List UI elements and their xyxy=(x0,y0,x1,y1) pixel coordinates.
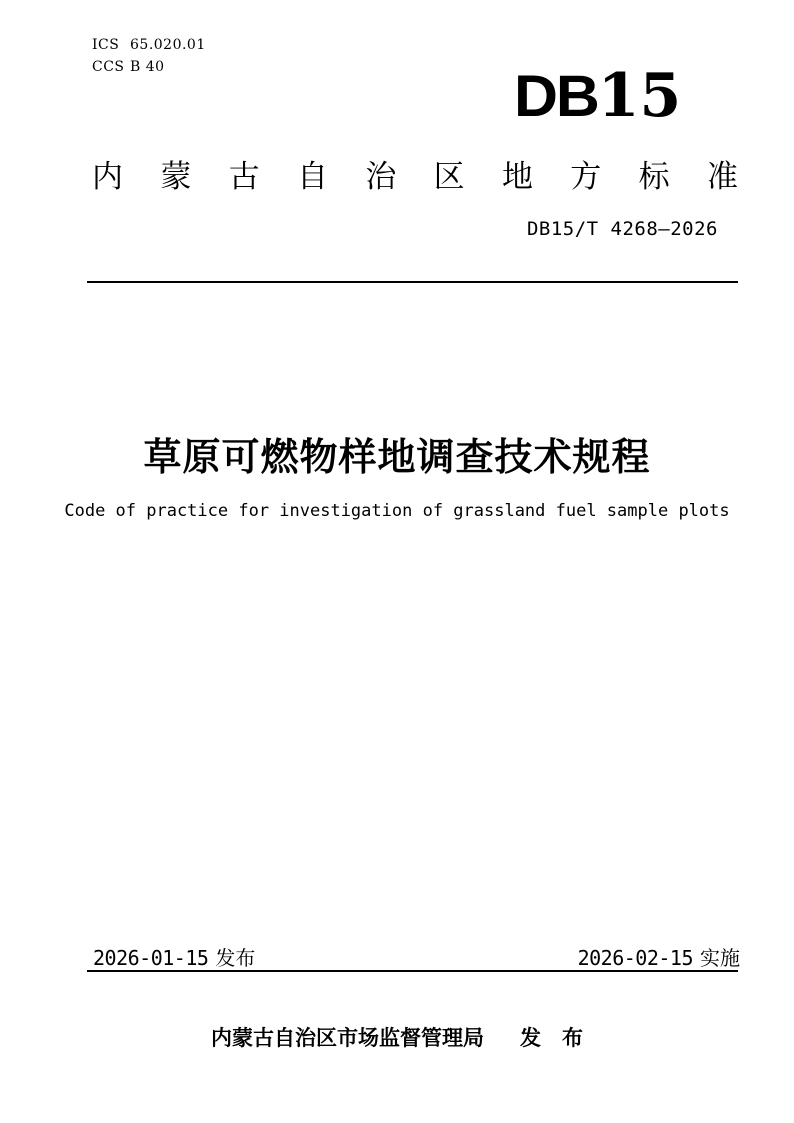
publisher-action: 发 布 xyxy=(520,1027,583,1050)
standard-type-char: 准 xyxy=(706,159,738,194)
document-title-chinese: 草原可燃物样地调查技术规程 xyxy=(143,437,651,479)
ics-value: 65.020.01 xyxy=(130,37,206,53)
ics-label: ICS xyxy=(92,37,120,53)
ccs-code-row xyxy=(92,56,206,78)
implement-label: 实施 xyxy=(700,948,740,970)
publish-date-group xyxy=(93,942,255,971)
implement-date-group xyxy=(578,942,740,971)
standard-type-char: 古 xyxy=(228,159,260,194)
publisher-organization: 内蒙古自治区市场监督管理局 xyxy=(211,1027,484,1050)
footer-divider-line xyxy=(87,970,738,972)
implement-date: 2026-02-15 xyxy=(577,946,693,970)
standard-type-char: 方 xyxy=(570,159,602,194)
classification-codes xyxy=(92,34,206,78)
standard-type-char: 内 xyxy=(92,159,123,194)
standard-type-char: 蒙 xyxy=(160,159,192,194)
header-divider-line xyxy=(87,281,738,283)
ccs-value: B 40 xyxy=(130,59,165,75)
publish-label: 发布 xyxy=(215,948,256,970)
standard-type-title xyxy=(92,151,738,196)
dates-row xyxy=(93,942,740,971)
standard-type-char: 自 xyxy=(296,159,328,194)
standard-type-char: 地 xyxy=(501,159,533,194)
standard-number: DB15/T 4268—2026 xyxy=(526,218,718,240)
standard-type-char: 标 xyxy=(638,159,670,194)
db15-logo-number: 15 xyxy=(597,61,682,131)
db15-logo-prefix: DB xyxy=(514,64,598,129)
standard-type-char: 治 xyxy=(365,159,397,194)
publish-date: 2026-01-15 xyxy=(93,946,209,970)
ccs-label: CCS xyxy=(92,59,125,75)
ics-code-row xyxy=(92,34,206,56)
db15-logo xyxy=(514,61,682,131)
publisher-line xyxy=(0,1022,794,1052)
standard-type-char: 区 xyxy=(433,159,465,194)
document-title-english: Code of practice for investigation of grassland fuel sample plots xyxy=(64,501,730,521)
